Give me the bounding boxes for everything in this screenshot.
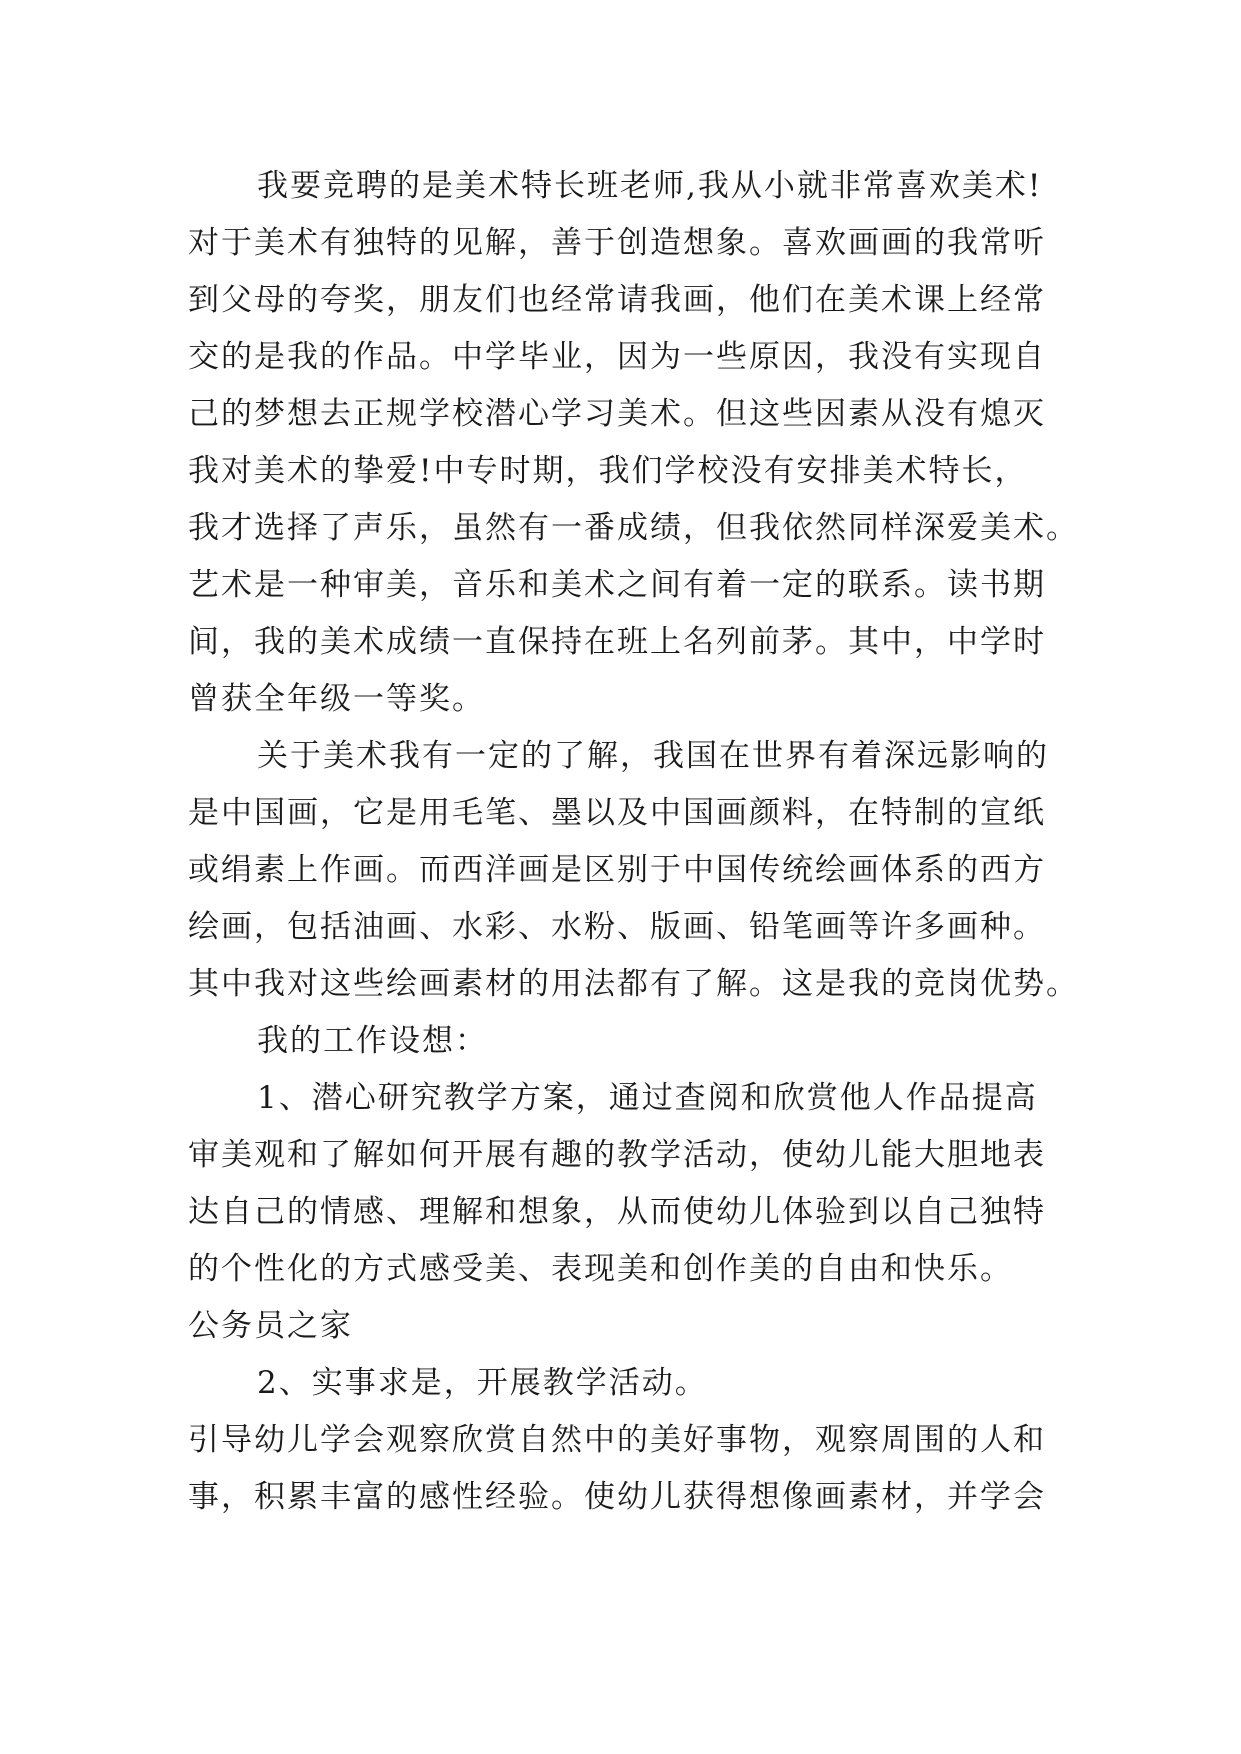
section-heading: 我的工作设想： (257, 1023, 488, 1059)
paragraph-line: 曾获全年级一等奖。 (188, 681, 485, 717)
paragraph-line: 的个性化的方式感受美、表现美和创作美的自由和快乐。 (188, 1251, 1013, 1287)
paragraph-line: 我才选择了声乐，虽然有一番成绩，但我依然同样深爱美术。 (188, 510, 1079, 546)
paragraph-line: 对于美术有独特的见解，善于创造想象。喜欢画画的我常听 (188, 225, 1046, 261)
paragraph-line: 关于美术我有一定的了解，我国在世界有着深远影响的 (257, 738, 1049, 774)
paragraph-line: 己的梦想去正规学校潜心学习美术。但这些因素从没有熄灭 (188, 396, 1046, 432)
paragraph-line: 我要竞聘的是美术特长班老师,我从小就非常喜欢美术! (257, 168, 1043, 204)
paragraph-line: 其中我对这些绘画素材的用法都有了解。这是我的竞岗优势。 (188, 966, 1079, 1002)
paragraph-line: 审美观和了解如何开展有趣的教学活动，使幼儿能大胆地表 (188, 1137, 1046, 1173)
source-note: 公务员之家 (188, 1308, 353, 1344)
paragraph-line: 绘画，包括油画、水彩、水粉、版画、铅笔画等许多画种。 (188, 909, 1046, 945)
paragraph-line: 我对美术的挚爱!中专时期，我们学校没有安排美术特长， (188, 453, 1028, 489)
paragraph-line: 交的是我的作品。中学毕业，因为一些原因，我没有实现自 (188, 339, 1046, 375)
paragraph-line: 引导幼儿学会观察欣赏自然中的美好事物，观察周围的人和 (188, 1422, 1046, 1458)
paragraph-line: 艺术是一种审美，音乐和美术之间有着一定的联系。读书期 (188, 567, 1046, 603)
paragraph-line: 是中国画，它是用毛笔、墨以及中国画颜料，在特制的宣纸 (188, 795, 1046, 831)
paragraph-line: 1、潜心研究教学方案，通过查阅和欣赏他人作品提高 (257, 1080, 1038, 1116)
paragraph-line: 间，我的美术成绩一直保持在班上名列前茅。其中，中学时 (188, 624, 1046, 660)
paragraph-line: 2、实事求是，开展教学活动。 (257, 1365, 708, 1401)
paragraph-line: 或绢素上作画。而西洋画是区别于中国传统绘画体系的西方 (188, 852, 1046, 888)
paragraph-line: 到父母的夸奖，朋友们也经常请我画，他们在美术课上经常 (188, 282, 1046, 318)
paragraph-line: 达自己的情感、理解和想象，从而使幼儿体验到以自己独特 (188, 1194, 1046, 1230)
paragraph-line: 事，积累丰富的感性经验。使幼儿获得想像画素材，并学会 (188, 1479, 1046, 1515)
